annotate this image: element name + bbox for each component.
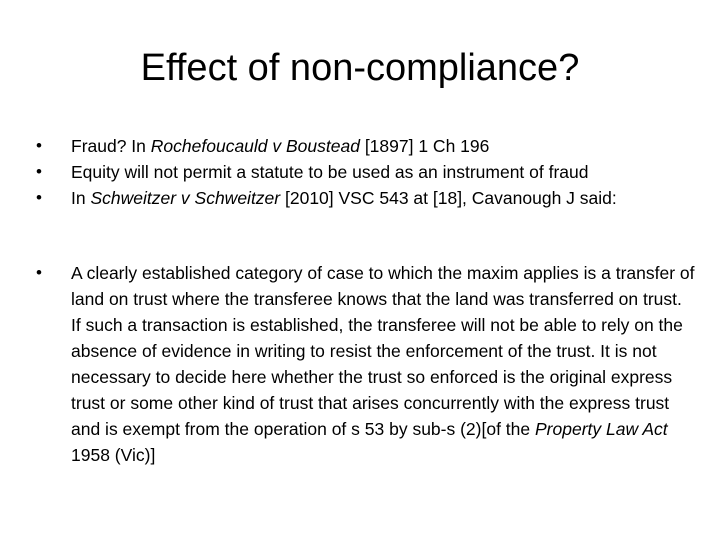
bullet-item-equity	[36, 159, 696, 185]
quote-text: A clearly established category of case to which the maxim applies is a transfer of land on trust where the transferee knows that the land was transferred on trust. If such a transaction is established, the transferee will not be able to rely on the absence of evidence in writing to resist the enforcement of the trust. It is not necessary to decide here whether the trust so enforced is the original express trust or some other kind of trust that arises concurrently with the express trust and is exempt from the operation of s 53 by sub-s (2)[of the	[71, 263, 695, 439]
quote-item	[36, 260, 696, 468]
bullet-text: Equity will not permit a statute to be used as an instrument of fraud	[71, 162, 589, 182]
slide-title: Effect of non-compliance?	[140, 47, 580, 89]
bullet-icon: •	[36, 136, 42, 155]
quote-text-post: 1958 (Vic)]	[71, 445, 156, 465]
bullet-icon: •	[36, 162, 42, 181]
bullet-text-pre: Fraud? In	[71, 136, 151, 156]
bullet-icon: •	[36, 188, 42, 207]
bullet-text-post: [2010] VSC 543 at [18], Cavanough J said:	[280, 188, 617, 208]
bullet-icon: •	[36, 263, 42, 282]
bullet-text-pre: In	[71, 188, 91, 208]
bullet-text-post: [1897] 1 Ch 196	[359, 136, 490, 156]
bullet-item-schweitzer	[36, 185, 696, 211]
bullet-list	[36, 133, 696, 211]
quote-list	[36, 260, 696, 468]
act-name: Property Law Act	[535, 419, 668, 439]
case-name: Schweitzer v Schweitzer	[90, 188, 281, 208]
case-name: Rochefoucauld v Boustead	[150, 136, 360, 156]
bullet-item-rochefoucauld	[36, 133, 696, 159]
